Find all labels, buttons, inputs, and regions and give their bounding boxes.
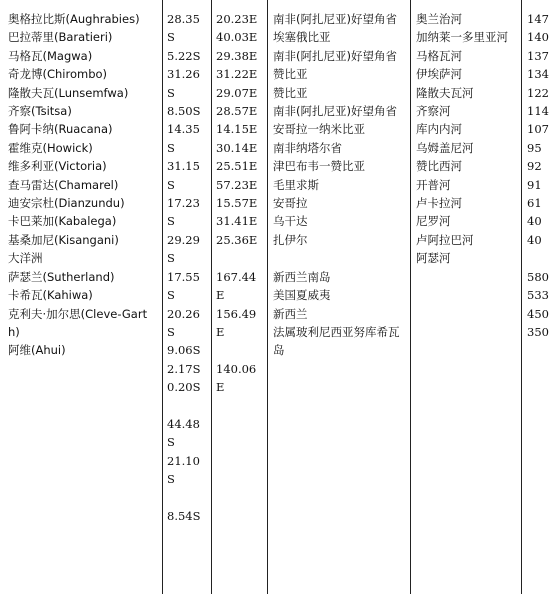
column-divider	[267, 0, 268, 594]
river-column	[416, 10, 522, 268]
height-column	[527, 10, 551, 341]
heights: 147 140 137 134 122 114 107 95 92 91 61 40 40 580 533 450 350	[527, 12, 549, 339]
countries: 南非(阿扎尼亚)好望角省 埃塞俄比亚 南非(阿扎尼亚)好望角省 赞比亚 赞比亚 南非(阿扎尼亚)好望角省 安哥拉一纳米比亚 南非纳塔尔省 津巴布韦一赞比亚 毛里求斯 安哥拉 乌干达 扎伊尔 新西兰南岛 美国夏威夷 新西兰 法属玻利尼西亚努库希瓦岛	[273, 12, 400, 358]
column-divider	[211, 0, 212, 594]
longitudes: 20.23E 40.03E 29.38E 31.22E 29.07E 28.57E 14.15E 30.14E 25.51E 57.23E 15.57E 31.41E 25.36E 167.44E 156.49E 140.06E	[216, 12, 258, 395]
latitudes: 28.35 S 5.22S 31.26 S 8.50S 14.35 S 31.15 S 17.23 S 29.29 S 17.55 S 20.26 S 9.06S 2.17S 0.20S 44.48 S 21.10 S 8.54S	[167, 12, 201, 523]
waterfall-names: 奥格拉比斯(Aughrabies) 巴拉蒂里(Baratieri) 马格瓦(Magwa) 奇龙博(Chirombo) 隆散夫瓦(Lunsemfwa) 齐察(Tsitsa) 鲁阿卡纳(Ruacana) 霍维克(Howick) 维多利亚(Victoria) 查马雷达(Chamarel) 迪安宗杜(Dianzundu) 卡巴莱加(Kabalega) 基桑加尼(Kisangani) 大洋洲 萨瑟兰(Sutherland) 卡希瓦(Kahiwa) 克利夫·加尔思(Cleve-Garth) 阿维(Ahui)	[8, 12, 148, 358]
country-column	[273, 10, 405, 360]
column-divider	[162, 0, 163, 594]
rivers: 奥兰治河 加纳莱一多里亚河 马格瓦河 伊埃萨河 隆散夫瓦河 齐察河 库内内河 乌姆盖尼河 赞比西河 开普河 卢卡拉河 尼罗河 卢阿拉巴河 阿瑟河	[416, 12, 508, 266]
longitude-column	[216, 10, 264, 397]
waterfall-name-column	[8, 10, 158, 360]
latitude-column	[167, 10, 209, 525]
column-divider	[410, 0, 411, 594]
